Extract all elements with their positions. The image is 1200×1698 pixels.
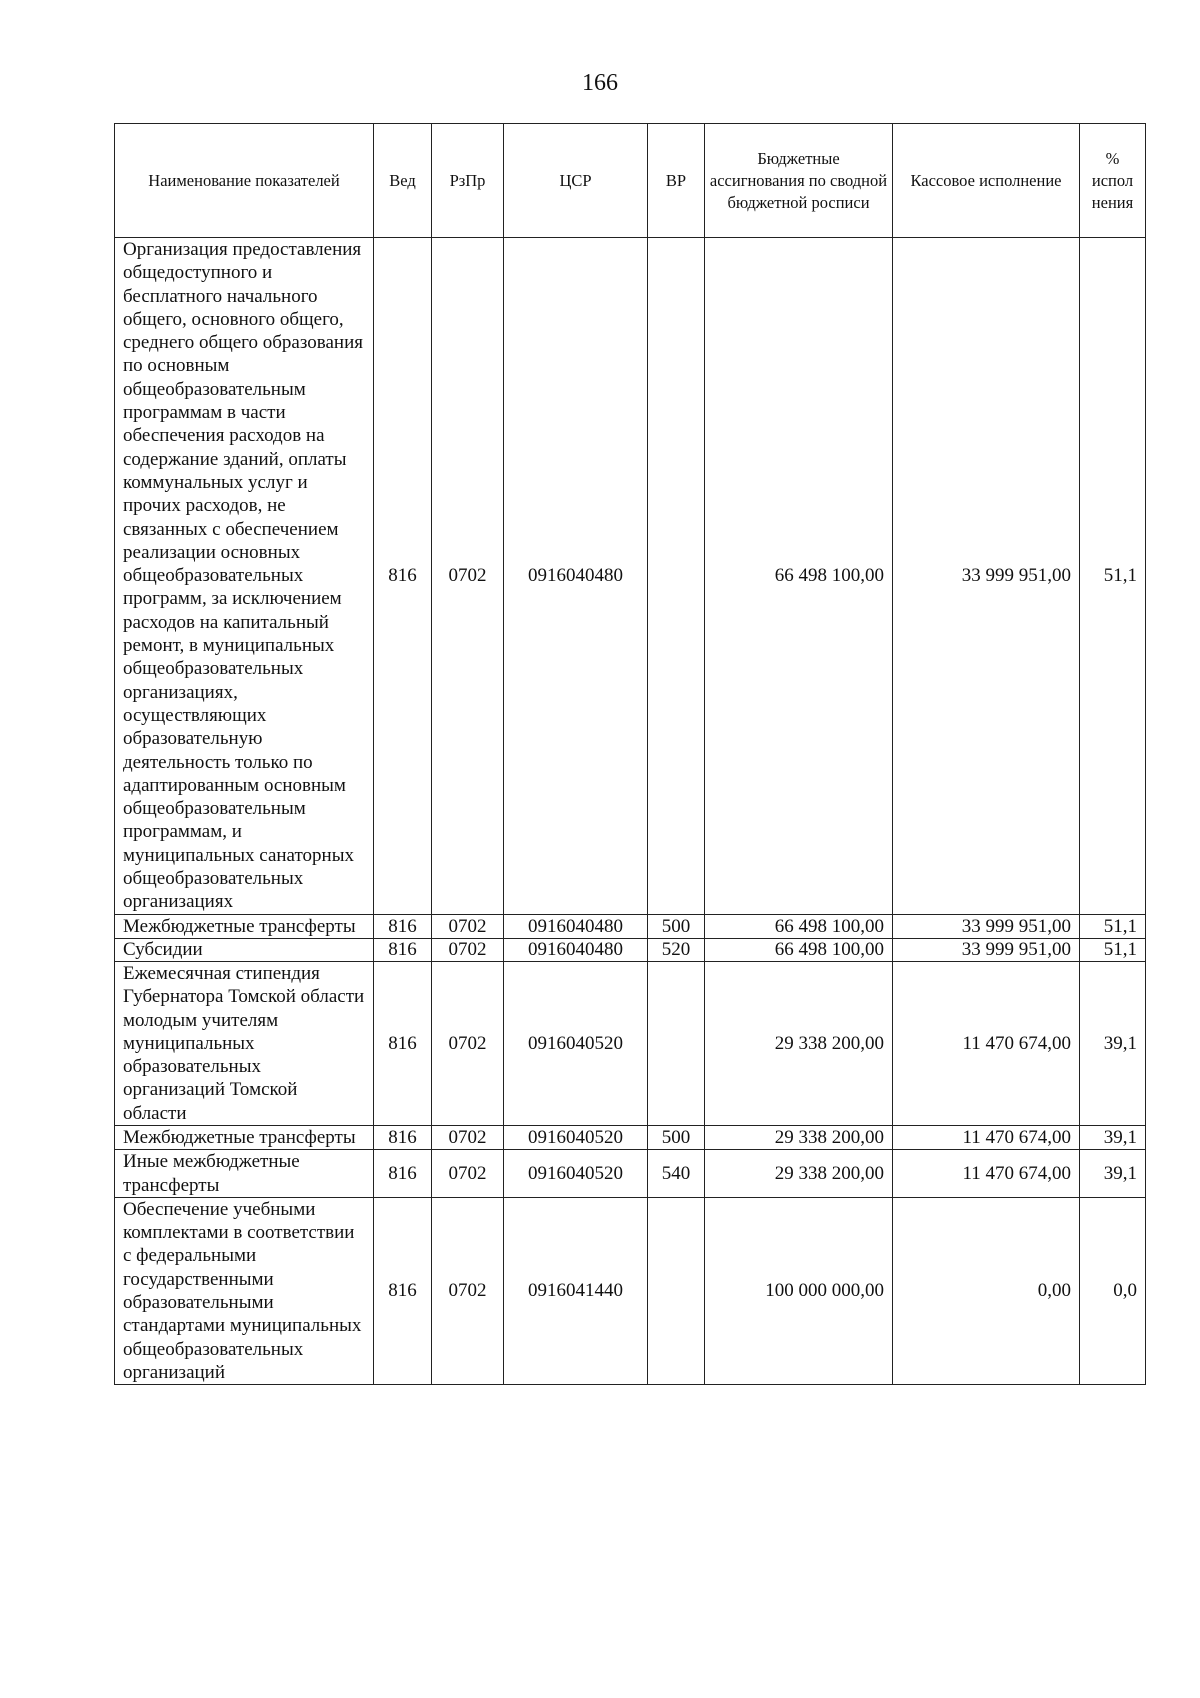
row-ved: 816 xyxy=(374,238,432,915)
row-vr: 540 xyxy=(648,1150,705,1198)
row-percent: 0,0 xyxy=(1080,1197,1146,1384)
row-csr: 0916041440 xyxy=(504,1197,648,1384)
row-budget: 66 498 100,00 xyxy=(705,914,893,938)
row-percent: 51,1 xyxy=(1080,938,1146,961)
row-vr: 520 xyxy=(648,938,705,961)
row-name: Межбюджетные трансферты xyxy=(115,1125,374,1149)
table-row xyxy=(115,938,1146,961)
row-executed: 0,00 xyxy=(893,1197,1080,1384)
row-ved: 816 xyxy=(374,1197,432,1384)
row-name: Организация предоставления общедоступного и бесплатного начального общего, основного общего, среднего общего образования по основным общеобразовательным программам в части обеспечения расходов на содержание зданий, оплаты коммунальных услуг и прочих расходов, не связанных с обеспечением реализации основных общеобразовательных программ, за исключением расходов на капитальный ремонт, в муниципальных общеобразовательных организациях, осуществляющих образовательную деятельность только по адаптированным основным общеобразовательным программам, и муниципальных санаторных общеобразовательных организациях xyxy=(115,238,374,915)
row-budget: 66 498 100,00 xyxy=(705,938,893,961)
row-executed: 11 470 674,00 xyxy=(893,1125,1080,1149)
row-name: Межбюджетные трансферты xyxy=(115,914,374,938)
row-executed: 33 999 951,00 xyxy=(893,938,1080,961)
row-csr: 0916040520 xyxy=(504,1150,648,1198)
row-name: Субсидии xyxy=(115,938,374,961)
row-csr: 0916040480 xyxy=(504,914,648,938)
row-rzpr: 0702 xyxy=(432,961,504,1125)
row-vr xyxy=(648,238,705,915)
table-row xyxy=(115,1125,1146,1149)
table-row xyxy=(115,961,1146,1125)
row-ved: 816 xyxy=(374,1125,432,1149)
row-csr: 0916040520 xyxy=(504,1125,648,1149)
table-row xyxy=(115,1150,1146,1198)
row-ved: 816 xyxy=(374,1150,432,1198)
header-percent: % испол нения xyxy=(1080,124,1146,238)
row-ved: 816 xyxy=(374,961,432,1125)
row-rzpr: 0702 xyxy=(432,238,504,915)
row-vr xyxy=(648,1197,705,1384)
row-percent: 39,1 xyxy=(1080,1150,1146,1198)
row-vr: 500 xyxy=(648,914,705,938)
row-executed: 11 470 674,00 xyxy=(893,1150,1080,1198)
row-percent: 51,1 xyxy=(1080,914,1146,938)
header-csr: ЦСР xyxy=(504,124,648,238)
header-budget: Бюджетные ассигнования по сводной бюджетной росписи xyxy=(705,124,893,238)
row-budget: 66 498 100,00 xyxy=(705,238,893,915)
header-ved: Вед xyxy=(374,124,432,238)
row-percent: 51,1 xyxy=(1080,238,1146,915)
row-ved: 816 xyxy=(374,914,432,938)
row-vr xyxy=(648,961,705,1125)
header-executed: Кассовое исполнение xyxy=(893,124,1080,238)
table-row xyxy=(115,914,1146,938)
row-rzpr: 0702 xyxy=(432,1150,504,1198)
row-ved: 816 xyxy=(374,938,432,961)
row-budget: 29 338 200,00 xyxy=(705,961,893,1125)
row-budget: 100 000 000,00 xyxy=(705,1197,893,1384)
table-row xyxy=(115,238,1146,915)
page-number: 166 xyxy=(582,70,618,96)
row-rzpr: 0702 xyxy=(432,1125,504,1149)
row-csr: 0916040480 xyxy=(504,938,648,961)
row-budget: 29 338 200,00 xyxy=(705,1150,893,1198)
budget-execution-table xyxy=(114,123,1146,1385)
table-row xyxy=(115,1197,1146,1384)
table-header-row xyxy=(115,124,1146,238)
row-csr: 0916040480 xyxy=(504,238,648,915)
row-rzpr: 0702 xyxy=(432,914,504,938)
header-name: Наименование показателей xyxy=(115,124,374,238)
row-name: Обеспечение учебными комплектами в соответствии с федеральными государственными образовательными стандартами муниципальных общеобразовательных организаций xyxy=(115,1197,374,1384)
row-executed: 33 999 951,00 xyxy=(893,914,1080,938)
row-rzpr: 0702 xyxy=(432,1197,504,1384)
row-percent: 39,1 xyxy=(1080,961,1146,1125)
row-executed: 11 470 674,00 xyxy=(893,961,1080,1125)
row-csr: 0916040520 xyxy=(504,961,648,1125)
row-vr: 500 xyxy=(648,1125,705,1149)
row-percent: 39,1 xyxy=(1080,1125,1146,1149)
row-budget: 29 338 200,00 xyxy=(705,1125,893,1149)
header-rzpr: РзПр xyxy=(432,124,504,238)
row-name: Иные межбюджетные трансферты xyxy=(115,1150,374,1198)
row-rzpr: 0702 xyxy=(432,938,504,961)
row-name: Ежемесячная стипендия Губернатора Томской области молодым учителям муниципальных образовательных организаций Томской области xyxy=(115,961,374,1125)
row-executed: 33 999 951,00 xyxy=(893,238,1080,915)
header-vr: ВР xyxy=(648,124,705,238)
